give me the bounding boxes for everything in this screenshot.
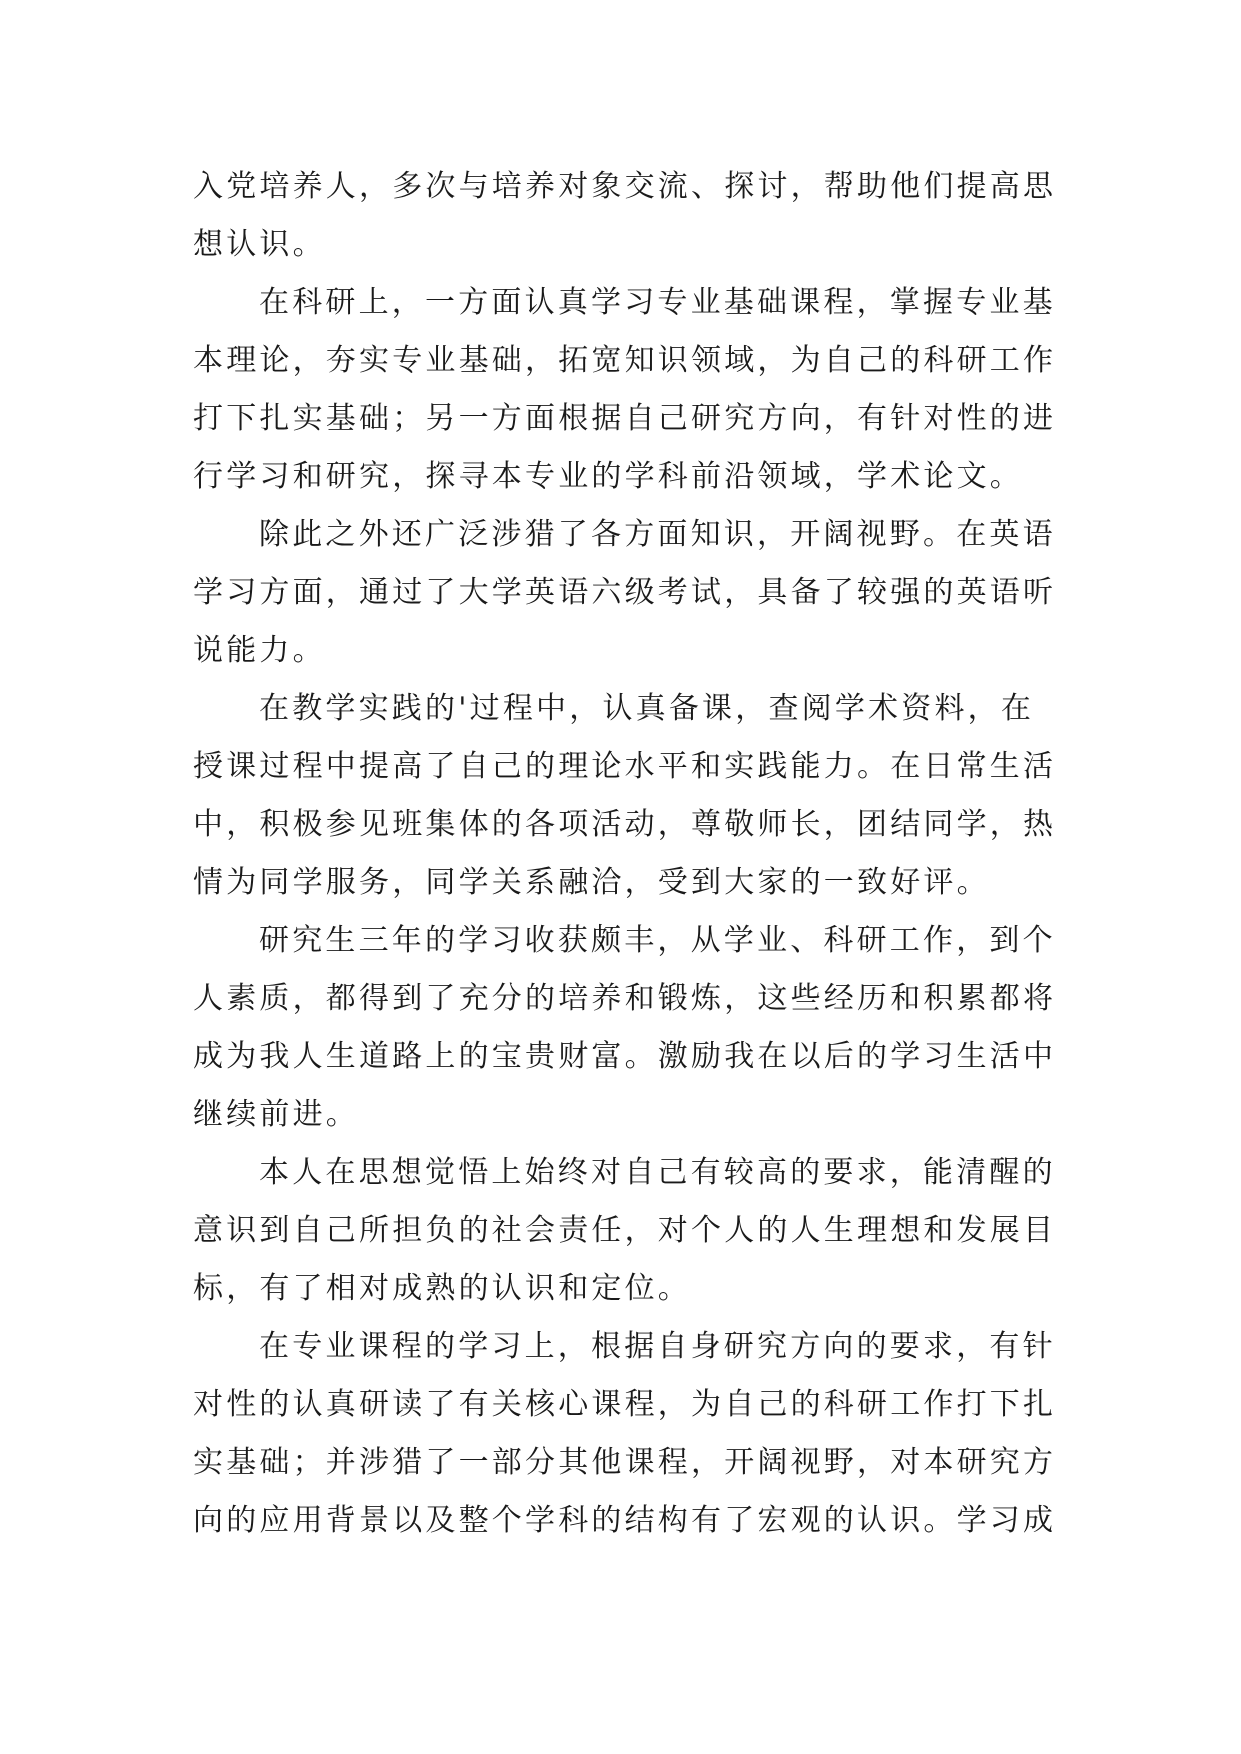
- text-line: 继续前进。: [193, 1097, 359, 1132]
- text-line: 打下扎实基础；另一方面根据自己研究方向，有针对性的进: [193, 401, 1057, 436]
- text-line: 成为我人生道路上的宝贵财富。激励我在以后的学习生活中: [193, 1039, 1057, 1074]
- text-line: 标，有了相对成熟的认识和定位。: [193, 1271, 691, 1306]
- paragraph-7: [193, 1318, 1057, 1550]
- text-line: 实基础；并涉猎了一部分其他课程，开阔视野，对本研究方: [193, 1445, 1057, 1480]
- paragraph-1: [193, 158, 1057, 274]
- paragraph-6: [193, 1144, 1057, 1318]
- text-line: 入党培养人，多次与培养对象交流、探讨，帮助他们提高思: [193, 169, 1057, 204]
- text-line: 除此之外还广泛涉猎了各方面知识，开阔视野。在英语: [259, 517, 1056, 552]
- text-line: 学习方面，通过了大学英语六级考试，具备了较强的英语听: [193, 575, 1057, 610]
- text-line: 在科研上，一方面认真学习专业基础课程，掌握专业基: [259, 285, 1056, 320]
- text-line: 说能力。: [193, 633, 326, 668]
- document-body: [193, 158, 1057, 1550]
- paragraph-3: [193, 506, 1057, 680]
- text-line: 研究生三年的学习收获颇丰，从学业、科研工作，到个: [259, 923, 1056, 958]
- text-line: 在教学实践的'过程中，认真备课，查阅学术资料，在: [259, 691, 1035, 726]
- text-line: 本理论，夯实专业基础，拓宽知识领域，为自己的科研工作: [193, 343, 1057, 378]
- text-line: 行学习和研究，探寻本专业的学科前沿领域，学术论文。: [193, 459, 1023, 494]
- paragraph-2: [193, 274, 1057, 506]
- text-line: 授课过程中提高了自己的理论水平和实践能力。在日常生活: [193, 749, 1057, 784]
- text-line: 中，积极参见班集体的各项活动，尊敬师长，团结同学，热: [193, 807, 1057, 842]
- text-line: 在专业课程的学习上，根据自身研究方向的要求，有针: [259, 1329, 1056, 1364]
- text-line: 对性的认真研读了有关核心课程，为自己的科研工作打下扎: [193, 1387, 1057, 1422]
- text-line: 人素质，都得到了充分的培养和锻炼，这些经历和积累都将: [193, 981, 1057, 1016]
- text-line: 情为同学服务，同学关系融洽，受到大家的一致好评。: [193, 865, 990, 900]
- text-line: 想认识。: [193, 227, 326, 262]
- text-line: 意识到自己所担负的社会责任，对个人的人生理想和发展目: [193, 1213, 1057, 1248]
- paragraph-4: [193, 680, 1057, 912]
- text-line: 向的应用背景以及整个学科的结构有了宏观的认识。学习成: [193, 1503, 1057, 1538]
- paragraph-5: [193, 912, 1057, 1144]
- text-line: 本人在思想觉悟上始终对自己有较高的要求，能清醒的: [259, 1155, 1056, 1190]
